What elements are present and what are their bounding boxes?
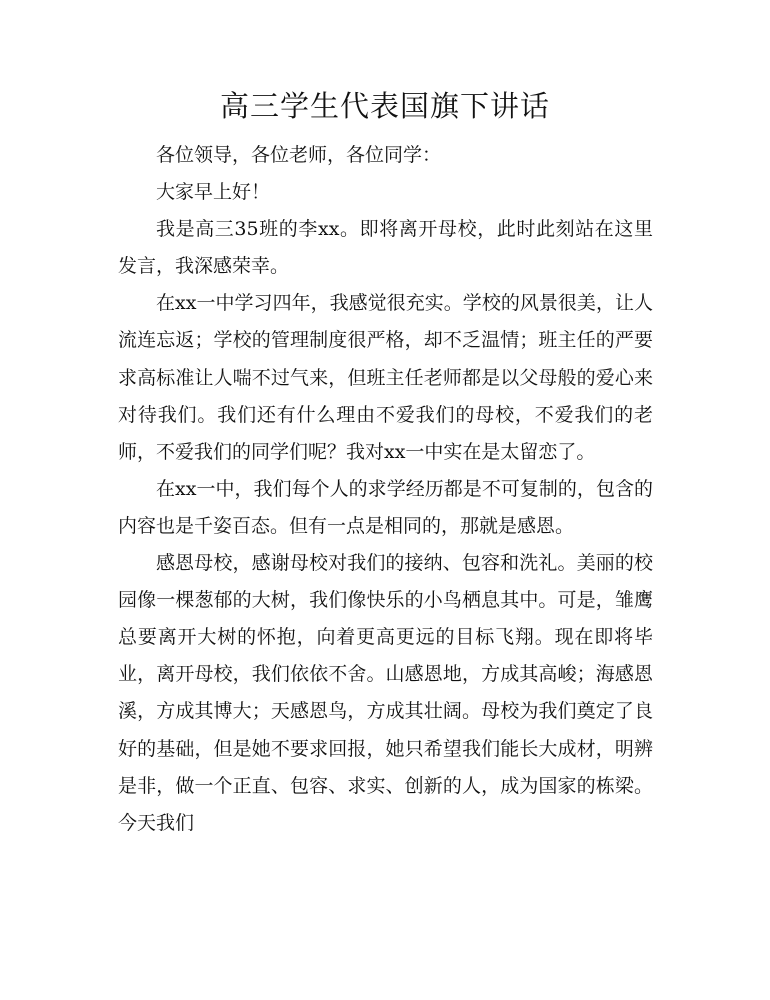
- document-title: 高三学生代表国旗下讲话: [219, 89, 550, 123]
- gratitude-paragraph: 在xx一中，我们每个人的求学经历都是不可复制的，包含的内容也是千姿百态。但有一点是相同的，那就是感恩。: [118, 477, 653, 537]
- thank-school-paragraph: 感恩母校，感谢母校对我们的接纳、包容和洗礼。美丽的校园像一棵葱郁的大树，我们像快乐的小鸟栖息其中。可是，雏鹰总要离开大树的怀抱，向着更高更远的目标飞翔。现在即将毕业，离开母校，我们依依不舍。山感恩地，方成其高峻；海感恩溪，方成其博大；天感恩鸟，方成其壮阔。母校为我们奠定了良好的基础，但是她不要求回报，她只希望我们能长大成材，明辨是非，做一个正直、包容、求实、创新的人，成为国家的栋梁。今天我们: [118, 552, 653, 834]
- school-life-paragraph: 在xx一中学习四年，我感觉很充实。学校的风景很美，让人流连忘返；学校的管理制度很严格，却不乏温情；班主任的严要求高标准让人喘不过气来，但班主任老师都是以父母般的爱心来对待我们。我们还有什么理由不爱我们的母校，不爱我们的老师，不爱我们的同学们呢？我对xx一中实在是太留恋了。: [118, 292, 653, 463]
- introduction-paragraph: 我是高三35班的李xx。即将离开母校，此时此刻站在这里发言，我深感荣幸。: [118, 218, 653, 278]
- salutation-paragraph: 各位领导，各位老师，各位同学：: [156, 144, 442, 166]
- greeting-paragraph: 大家早上好！: [156, 181, 271, 204]
- speech-body: [118, 137, 653, 842]
